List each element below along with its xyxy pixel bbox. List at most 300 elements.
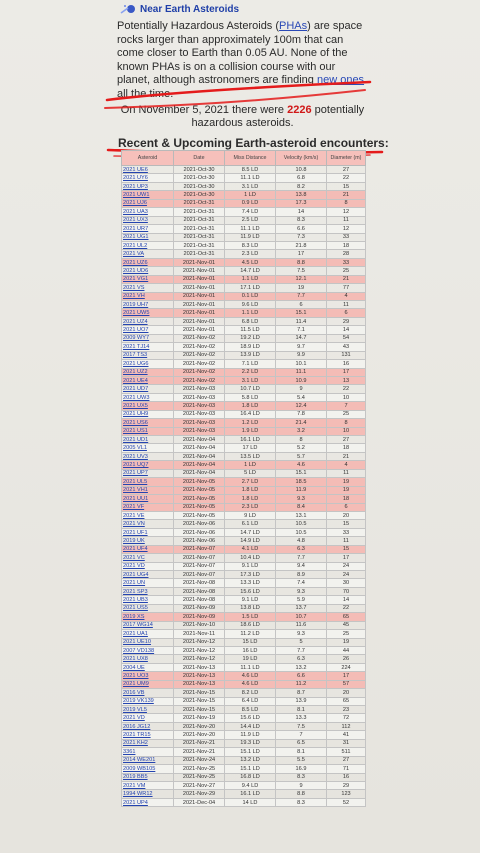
col-header-asteroid[interactable]: Asteroid bbox=[122, 151, 174, 166]
cell-miss-distance: 16.1 LD bbox=[225, 790, 276, 798]
cell-asteroid-name[interactable]: 2021 UA1 bbox=[122, 630, 174, 638]
table-row bbox=[122, 216, 366, 224]
cell-velocity: 5.7 bbox=[276, 452, 327, 460]
cell-diameter: 24 bbox=[327, 571, 366, 579]
cell-miss-distance: 1 LD bbox=[225, 461, 276, 469]
cell-asteroid-name[interactable]: 2021 UF4 bbox=[122, 545, 174, 553]
cell-velocity: 7 bbox=[276, 731, 327, 739]
cell-asteroid-name[interactable]: 2021 UZ6 bbox=[122, 258, 174, 266]
cell-asteroid-name[interactable]: 2021 UX8 bbox=[122, 655, 174, 663]
cell-date: 2021-Oct-31 bbox=[174, 216, 225, 224]
cell-asteroid-name[interactable]: 2021 UD1 bbox=[122, 436, 174, 444]
col-header-date[interactable]: Date bbox=[174, 151, 225, 166]
cell-asteroid-name[interactable]: 2021 UF1 bbox=[122, 528, 174, 536]
cell-date: 2021-Oct-31 bbox=[174, 241, 225, 249]
cell-diameter: 30 bbox=[327, 579, 366, 587]
cell-asteroid-name[interactable]: 2021 UM9 bbox=[122, 680, 174, 688]
table-row bbox=[122, 301, 366, 309]
table-row bbox=[122, 486, 366, 494]
cell-date: 2021-Nov-04 bbox=[174, 444, 225, 452]
cell-velocity: 19 bbox=[276, 284, 327, 292]
cell-velocity: 10.5 bbox=[276, 528, 327, 536]
cell-asteroid-name[interactable]: 2021 TJ14 bbox=[122, 343, 174, 351]
cell-asteroid-name[interactable]: 2019 UK bbox=[122, 537, 174, 545]
cell-velocity: 13.7 bbox=[276, 604, 327, 612]
cell-miss-distance: 18.6 LD bbox=[225, 621, 276, 629]
cell-asteroid-name[interactable]: 2021 UP7 bbox=[122, 469, 174, 477]
cell-diameter: 22 bbox=[327, 604, 366, 612]
cell-asteroid-name[interactable]: 2014 WE201 bbox=[122, 756, 174, 764]
cell-diameter: 25 bbox=[327, 267, 366, 275]
cell-velocity: 11.9 bbox=[276, 486, 327, 494]
table-row bbox=[122, 781, 366, 789]
cell-velocity: 21.8 bbox=[276, 241, 327, 249]
cell-asteroid-name[interactable]: 2021 UP4 bbox=[122, 798, 174, 806]
table-row bbox=[122, 765, 366, 773]
cell-diameter: 224 bbox=[327, 663, 366, 671]
cell-velocity: 21.4 bbox=[276, 419, 327, 427]
cell-asteroid-name[interactable]: 2019 BB5 bbox=[122, 773, 174, 781]
cell-diameter: 27 bbox=[327, 166, 366, 174]
cell-miss-distance: 7.4 LD bbox=[225, 208, 276, 216]
cell-diameter: 41 bbox=[327, 731, 366, 739]
table-row bbox=[122, 680, 366, 688]
cell-velocity: 12.4 bbox=[276, 402, 327, 410]
cell-diameter: 25 bbox=[327, 410, 366, 418]
intro-text-3: all the time. bbox=[117, 87, 174, 100]
cell-date: 2021-Nov-04 bbox=[174, 461, 225, 469]
table-row bbox=[122, 554, 366, 562]
cell-date: 2021-Nov-01 bbox=[174, 292, 225, 300]
cell-velocity: 15.1 bbox=[276, 309, 327, 317]
cell-diameter: 17 bbox=[327, 368, 366, 376]
table-row bbox=[122, 258, 366, 266]
cell-miss-distance: 8.5 LD bbox=[225, 706, 276, 714]
cell-asteroid-name[interactable]: 2021 VH bbox=[122, 292, 174, 300]
cell-diameter: 11 bbox=[327, 469, 366, 477]
cell-asteroid-name[interactable]: 2021 SP3 bbox=[122, 587, 174, 595]
cell-diameter: 8 bbox=[327, 419, 366, 427]
cell-asteroid-name[interactable]: 2021 UX3 bbox=[122, 216, 174, 224]
cell-asteroid-name[interactable]: 2021 UW1 bbox=[122, 191, 174, 199]
cell-diameter: 10 bbox=[327, 393, 366, 401]
table-row bbox=[122, 292, 366, 300]
cell-diameter: 33 bbox=[327, 528, 366, 536]
cell-asteroid-name[interactable]: 2021 UN bbox=[122, 579, 174, 587]
cell-date: 2021-Nov-25 bbox=[174, 773, 225, 781]
table-row bbox=[122, 503, 366, 511]
cell-date: 2021-Nov-20 bbox=[174, 731, 225, 739]
cell-velocity: 13.1 bbox=[276, 511, 327, 519]
cell-asteroid-name[interactable]: 2021 VD bbox=[122, 562, 174, 570]
cell-velocity: 4.8 bbox=[276, 537, 327, 545]
cell-asteroid-name[interactable]: 2021 UU1 bbox=[122, 495, 174, 503]
cell-asteroid-name[interactable]: 2021 UW3 bbox=[122, 393, 174, 401]
cell-miss-distance: 15 LD bbox=[225, 638, 276, 646]
cell-asteroid-name[interactable]: 2021 UP3 bbox=[122, 182, 174, 190]
encounters-heading: Recent & Upcoming Earth-asteroid encounters: bbox=[118, 136, 389, 150]
cell-diameter: 44 bbox=[327, 646, 366, 654]
cell-diameter: 4 bbox=[327, 292, 366, 300]
cell-velocity: 10.1 bbox=[276, 360, 327, 368]
table-row bbox=[122, 444, 366, 452]
table-row bbox=[122, 596, 366, 604]
cell-velocity: 6.3 bbox=[276, 545, 327, 553]
cell-velocity: 8.3 bbox=[276, 216, 327, 224]
cell-date: 2021-Nov-03 bbox=[174, 427, 225, 435]
cell-miss-distance: 1.8 LD bbox=[225, 486, 276, 494]
table-row bbox=[122, 436, 366, 444]
cell-asteroid-name[interactable]: 2021 TR15 bbox=[122, 731, 174, 739]
cell-asteroid-name[interactable]: 2021 UG4 bbox=[122, 571, 174, 579]
cell-asteroid-name[interactable]: 2009 WY7 bbox=[122, 334, 174, 342]
cell-velocity: 17.3 bbox=[276, 199, 327, 207]
cell-miss-distance: 13.3 LD bbox=[225, 579, 276, 587]
cell-velocity: 7.5 bbox=[276, 722, 327, 730]
cell-velocity: 8.1 bbox=[276, 706, 327, 714]
cell-diameter: 8 bbox=[327, 199, 366, 207]
cell-asteroid-name[interactable]: 2021 UA3 bbox=[122, 208, 174, 216]
cell-miss-distance: 2.3 LD bbox=[225, 503, 276, 511]
cell-date: 2021-Nov-12 bbox=[174, 655, 225, 663]
cell-velocity: 6.6 bbox=[276, 672, 327, 680]
table-row bbox=[122, 706, 366, 714]
cell-asteroid-name[interactable]: 2021 UL5 bbox=[122, 478, 174, 486]
pha-link[interactable]: PHAs bbox=[279, 20, 308, 32]
cell-miss-distance: 1.8 LD bbox=[225, 402, 276, 410]
table-row bbox=[122, 638, 366, 646]
cell-diameter: 12 bbox=[327, 208, 366, 216]
cell-asteroid-name[interactable]: 2021 VD bbox=[122, 714, 174, 722]
cell-diameter: 54 bbox=[327, 334, 366, 342]
cell-velocity: 8.1 bbox=[276, 748, 327, 756]
table-row bbox=[122, 748, 366, 756]
cell-date: 2021-Dec-04 bbox=[174, 798, 225, 806]
cell-date: 2021-Nov-12 bbox=[174, 638, 225, 646]
cell-miss-distance: 9.6 LD bbox=[225, 301, 276, 309]
cell-miss-distance: 16.8 LD bbox=[225, 773, 276, 781]
cell-miss-distance: 15.6 LD bbox=[225, 587, 276, 595]
cell-asteroid-name[interactable]: 2021 VS bbox=[122, 284, 174, 292]
cell-date: 2021-Nov-25 bbox=[174, 765, 225, 773]
cell-asteroid-name[interactable]: 2021 UL2 bbox=[122, 241, 174, 249]
cell-miss-distance: 15.1 LD bbox=[225, 748, 276, 756]
cell-miss-distance: 11.9 LD bbox=[225, 233, 276, 241]
cell-diameter: 13 bbox=[327, 376, 366, 384]
table-row bbox=[122, 731, 366, 739]
cell-asteroid-name[interactable]: 2021 VG1 bbox=[122, 275, 174, 283]
cell-diameter: 131 bbox=[327, 351, 366, 359]
cell-diameter: 18 bbox=[327, 444, 366, 452]
cell-diameter: 26 bbox=[327, 655, 366, 663]
cell-date: 2021-Nov-02 bbox=[174, 351, 225, 359]
cell-date: 2021-Nov-05 bbox=[174, 486, 225, 494]
cell-miss-distance: 5 LD bbox=[225, 469, 276, 477]
table-row bbox=[122, 182, 366, 190]
cell-miss-distance: 19.2 LD bbox=[225, 334, 276, 342]
site-header[interactable] bbox=[120, 2, 239, 16]
cell-miss-distance: 13.2 LD bbox=[225, 756, 276, 764]
cell-date: 2021-Nov-13 bbox=[174, 663, 225, 671]
cell-miss-distance: 15.1 LD bbox=[225, 765, 276, 773]
cell-velocity: 13.2 bbox=[276, 663, 327, 671]
table-row bbox=[122, 621, 366, 629]
table-row bbox=[122, 326, 366, 334]
cell-velocity: 9.4 bbox=[276, 562, 327, 570]
cell-asteroid-name[interactable]: 2021 UD6 bbox=[122, 267, 174, 275]
cell-diameter: 17 bbox=[327, 554, 366, 562]
cell-date: 2021-Nov-01 bbox=[174, 317, 225, 325]
cell-date: 2021-Nov-01 bbox=[174, 284, 225, 292]
cell-asteroid-name[interactable]: 2021 UZ2 bbox=[122, 368, 174, 376]
cell-diameter: 19 bbox=[327, 478, 366, 486]
cell-velocity: 8.3 bbox=[276, 798, 327, 806]
cell-asteroid-name[interactable]: 2021 VF bbox=[122, 503, 174, 511]
table-row bbox=[122, 672, 366, 680]
cell-asteroid-name[interactable]: 2021 UD7 bbox=[122, 385, 174, 393]
cell-miss-distance: 1.5 LD bbox=[225, 613, 276, 621]
table-row bbox=[122, 545, 366, 553]
cell-asteroid-name[interactable]: 2021 UG1 bbox=[122, 233, 174, 241]
cell-miss-distance: 11.5 LD bbox=[225, 326, 276, 334]
cell-date: 2021-Nov-05 bbox=[174, 478, 225, 486]
cell-miss-distance: 1 LD bbox=[225, 191, 276, 199]
cell-velocity: 12.1 bbox=[276, 275, 327, 283]
cell-asteroid-name[interactable]: 2017 TS3 bbox=[122, 351, 174, 359]
cell-date: 2021-Nov-15 bbox=[174, 706, 225, 714]
cell-diameter: 65 bbox=[327, 697, 366, 705]
cell-date: 2021-Nov-21 bbox=[174, 739, 225, 747]
cell-miss-distance: 1.1 LD bbox=[225, 309, 276, 317]
cell-asteroid-name[interactable]: 2021 UO3 bbox=[122, 672, 174, 680]
cell-diameter: 11 bbox=[327, 301, 366, 309]
cell-date: 2021-Nov-04 bbox=[174, 436, 225, 444]
col-header-velocity[interactable]: Velocity (km/s) bbox=[276, 151, 327, 166]
cell-miss-distance: 9.4 LD bbox=[225, 781, 276, 789]
table-header bbox=[122, 151, 366, 166]
table-row bbox=[122, 722, 366, 730]
cell-asteroid-name[interactable]: 2021 VE bbox=[122, 511, 174, 519]
cell-diameter: 21 bbox=[327, 275, 366, 283]
cell-miss-distance: 8.5 LD bbox=[225, 166, 276, 174]
cell-asteroid-name[interactable]: 2019 VK139 bbox=[122, 697, 174, 705]
cell-velocity: 10.8 bbox=[276, 166, 327, 174]
cell-asteroid-name[interactable]: 2007 VD138 bbox=[122, 646, 174, 654]
cell-date: 2021-Oct-30 bbox=[174, 182, 225, 190]
cell-asteroid-name[interactable]: 2005 VL1 bbox=[122, 444, 174, 452]
cell-asteroid-name[interactable]: 2021 US6 bbox=[122, 419, 174, 427]
cell-miss-distance: 17 LD bbox=[225, 444, 276, 452]
cell-miss-distance: 0.9 LD bbox=[225, 199, 276, 207]
pha-count-suffix: potentially hazardous asteroids. bbox=[191, 104, 365, 129]
cell-asteroid-name[interactable]: 2021 UE4 bbox=[122, 376, 174, 384]
cell-velocity: 9 bbox=[276, 781, 327, 789]
cell-asteroid-name[interactable]: 2016 VB bbox=[122, 689, 174, 697]
cell-asteroid-name[interactable]: 2019 VL5 bbox=[122, 706, 174, 714]
cell-date: 2021-Oct-31 bbox=[174, 199, 225, 207]
cell-miss-distance: 11.1 LD bbox=[225, 174, 276, 182]
cell-miss-distance: 17.3 LD bbox=[225, 571, 276, 579]
table-row bbox=[122, 478, 366, 486]
cell-miss-distance: 4.6 LD bbox=[225, 680, 276, 688]
cell-miss-distance: 11.1 LD bbox=[225, 663, 276, 671]
cell-asteroid-name[interactable]: 2021 UR7 bbox=[122, 225, 174, 233]
cell-diameter: 15 bbox=[327, 182, 366, 190]
table-row bbox=[122, 166, 366, 174]
table-row bbox=[122, 790, 366, 798]
cell-date: 2021-Nov-04 bbox=[174, 452, 225, 460]
cell-date: 2021-Nov-01 bbox=[174, 326, 225, 334]
cell-diameter: 45 bbox=[327, 621, 366, 629]
cell-asteroid-name[interactable]: 2021 UY6 bbox=[122, 174, 174, 182]
cell-miss-distance: 14.7 LD bbox=[225, 267, 276, 275]
encounters-table bbox=[121, 150, 366, 807]
cell-velocity: 9.3 bbox=[276, 495, 327, 503]
cell-asteroid-name[interactable]: 2021 UJ6 bbox=[122, 199, 174, 207]
cell-date: 2021-Nov-07 bbox=[174, 571, 225, 579]
cell-diameter: 12 bbox=[327, 225, 366, 233]
cell-miss-distance: 19 LD bbox=[225, 655, 276, 663]
new-ones-link[interactable]: new ones bbox=[316, 74, 365, 87]
cell-velocity: 9.3 bbox=[276, 587, 327, 595]
cell-asteroid-name[interactable]: 2021 UB3 bbox=[122, 596, 174, 604]
table-row bbox=[122, 756, 366, 764]
cell-diameter: 22 bbox=[327, 385, 366, 393]
intro-paragraph bbox=[117, 20, 367, 102]
cell-asteroid-name[interactable]: 2021 UG6 bbox=[122, 360, 174, 368]
cell-asteroid-name[interactable]: 2021 VM bbox=[122, 781, 174, 789]
table-row bbox=[122, 267, 366, 275]
cell-asteroid-name[interactable]: 2021 US1 bbox=[122, 427, 174, 435]
table-row bbox=[122, 402, 366, 410]
table-row bbox=[122, 419, 366, 427]
cell-date: 2021-Nov-08 bbox=[174, 587, 225, 595]
table-row bbox=[122, 495, 366, 503]
cell-asteroid-name[interactable]: 2021 UE6 bbox=[122, 166, 174, 174]
cell-asteroid-name[interactable]: 1994 WR12 bbox=[122, 790, 174, 798]
cell-date: 2021-Nov-20 bbox=[174, 722, 225, 730]
cell-date: 2021-Nov-01 bbox=[174, 301, 225, 309]
cell-miss-distance: 6.8 LD bbox=[225, 317, 276, 325]
cell-asteroid-name[interactable]: 2016 JG12 bbox=[122, 722, 174, 730]
col-header-miss-distance[interactable]: Miss Distance bbox=[225, 151, 276, 166]
cell-date: 2021-Oct-30 bbox=[174, 191, 225, 199]
table-row bbox=[122, 233, 366, 241]
cell-diameter: 18 bbox=[327, 241, 366, 249]
table-row bbox=[122, 520, 366, 528]
cell-miss-distance: 11.1 LD bbox=[225, 225, 276, 233]
table-row bbox=[122, 613, 366, 621]
cell-asteroid-name[interactable]: 2021 UZ4 bbox=[122, 317, 174, 325]
cell-asteroid-name[interactable]: 2021 KH2 bbox=[122, 739, 174, 747]
cell-velocity: 13.3 bbox=[276, 714, 327, 722]
cell-velocity: 6.6 bbox=[276, 225, 327, 233]
cell-velocity: 6.8 bbox=[276, 174, 327, 182]
cell-date: 2021-Nov-19 bbox=[174, 714, 225, 722]
col-header-diameter[interactable]: Diameter (m) bbox=[327, 151, 366, 166]
cell-date: 2021-Nov-06 bbox=[174, 537, 225, 545]
table-row bbox=[122, 343, 366, 351]
cell-asteroid-name[interactable]: 2021 VA bbox=[122, 250, 174, 258]
cell-asteroid-name[interactable]: 2021 UQ7 bbox=[122, 461, 174, 469]
cell-diameter: 19 bbox=[327, 638, 366, 646]
table-row bbox=[122, 663, 366, 671]
cell-date: 2021-Nov-15 bbox=[174, 689, 225, 697]
table-row bbox=[122, 317, 366, 325]
cell-diameter: 6 bbox=[327, 309, 366, 317]
cell-asteroid-name[interactable]: 2004 UE bbox=[122, 663, 174, 671]
cell-date: 2021-Nov-06 bbox=[174, 520, 225, 528]
cell-asteroid-name[interactable]: 2019 UH7 bbox=[122, 301, 174, 309]
cell-miss-distance: 10.7 LD bbox=[225, 385, 276, 393]
cell-asteroid-name[interactable]: 2017 WG14 bbox=[122, 621, 174, 629]
cell-diameter: 71 bbox=[327, 765, 366, 773]
cell-date: 2021-Nov-11 bbox=[174, 630, 225, 638]
cell-velocity: 14 bbox=[276, 208, 327, 216]
cell-diameter: 23 bbox=[327, 706, 366, 714]
cell-asteroid-name[interactable]: 2021 UO7 bbox=[122, 326, 174, 334]
cell-velocity: 13.9 bbox=[276, 697, 327, 705]
cell-asteroid-name[interactable]: 2009 WB105 bbox=[122, 765, 174, 773]
cell-asteroid-name[interactable]: 2021 UV3 bbox=[122, 452, 174, 460]
cell-velocity: 9.9 bbox=[276, 351, 327, 359]
cell-diameter: 77 bbox=[327, 284, 366, 292]
cell-miss-distance: 14.9 LD bbox=[225, 537, 276, 545]
cell-asteroid-name[interactable]: 2021 UH9 bbox=[122, 410, 174, 418]
cell-date: 2021-Nov-27 bbox=[174, 781, 225, 789]
cell-miss-distance: 8.2 LD bbox=[225, 689, 276, 697]
cell-diameter: 15 bbox=[327, 520, 366, 528]
cell-asteroid-name[interactable]: 3361 bbox=[122, 748, 174, 756]
cell-asteroid-name[interactable]: 2019 XS bbox=[122, 613, 174, 621]
cell-asteroid-name[interactable]: 2021 UW5 bbox=[122, 309, 174, 317]
cell-miss-distance: 16.1 LD bbox=[225, 436, 276, 444]
cell-date: 2021-Nov-07 bbox=[174, 545, 225, 553]
cell-date: 2021-Nov-02 bbox=[174, 360, 225, 368]
cell-velocity: 7.4 bbox=[276, 579, 327, 587]
table-row bbox=[122, 241, 366, 249]
cell-date: 2021-Nov-09 bbox=[174, 604, 225, 612]
cell-miss-distance: 3.1 LD bbox=[225, 376, 276, 384]
cell-miss-distance: 4.5 LD bbox=[225, 258, 276, 266]
cell-date: 2021-Nov-03 bbox=[174, 393, 225, 401]
table-row bbox=[122, 427, 366, 435]
cell-asteroid-name[interactable]: 2021 VN bbox=[122, 520, 174, 528]
cell-asteroid-name[interactable]: 2021 VH1 bbox=[122, 486, 174, 494]
pha-count-prefix: On November 5, 2021 there were bbox=[120, 104, 288, 116]
table-row bbox=[122, 461, 366, 469]
cell-diameter: 70 bbox=[327, 587, 366, 595]
table-row bbox=[122, 368, 366, 376]
cell-date: 2021-Nov-02 bbox=[174, 368, 225, 376]
cell-asteroid-name[interactable]: 2021 UE10 bbox=[122, 638, 174, 646]
cell-diameter: 511 bbox=[327, 748, 366, 756]
cell-asteroid-name[interactable]: 2021 VC bbox=[122, 554, 174, 562]
cell-asteroid-name[interactable]: 2021 US5 bbox=[122, 604, 174, 612]
cell-date: 2021-Nov-01 bbox=[174, 309, 225, 317]
cell-date: 2021-Nov-01 bbox=[174, 275, 225, 283]
cell-asteroid-name[interactable]: 2021 UX5 bbox=[122, 402, 174, 410]
table-row bbox=[122, 697, 366, 705]
cell-diameter: 21 bbox=[327, 191, 366, 199]
cell-miss-distance: 14.7 LD bbox=[225, 528, 276, 536]
cell-miss-distance: 15.6 LD bbox=[225, 714, 276, 722]
table-row bbox=[122, 646, 366, 654]
table-row bbox=[122, 655, 366, 663]
cell-diameter: 20 bbox=[327, 511, 366, 519]
table-row bbox=[122, 376, 366, 384]
table-row bbox=[122, 739, 366, 747]
